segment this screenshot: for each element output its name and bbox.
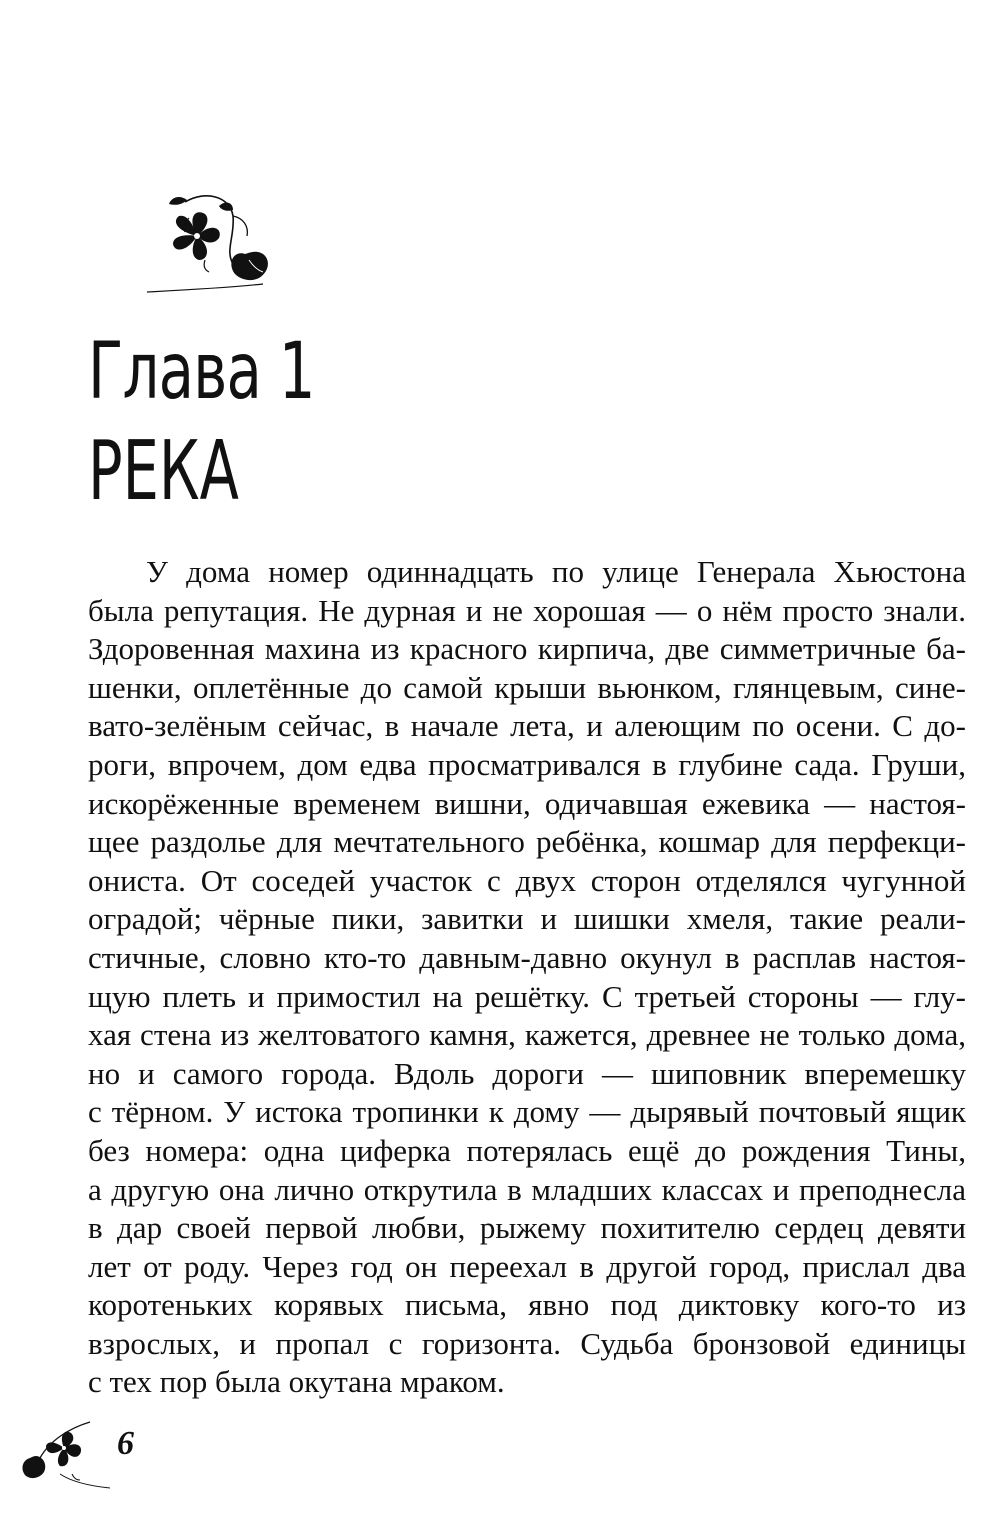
text-line: взрослых, и пропал с горизонта. Судьба бронзовой единицы	[88, 1325, 966, 1361]
text-line: шенки, оплетённые до самой крыши вьюнком, глянцевым, сине-	[88, 669, 966, 705]
text-line: но и самого города. Вдоль дороги — шиповник вперемешку	[88, 1055, 966, 1091]
chapter-number-title: Глава 1	[88, 327, 315, 417]
text-line: лет от роду. Через год он переехал в другой город, прислал два	[88, 1248, 966, 1284]
text-line: хая стена из желтоватого камня, кажется, древнее не только дома,	[88, 1017, 966, 1053]
flower-vine-footer-icon	[20, 1418, 115, 1490]
text-line: щую плеть и примостил на решётку. С третьей стороны — глу-	[88, 978, 966, 1014]
text-line: в дар своей первой любви, рыжему похитителю сердец девяти	[88, 1210, 966, 1246]
text-line: искорёженные временем вишни, одичавшая ежевика — настоя-	[88, 785, 966, 821]
text-line: ониста. От соседей участок с двух сторон отделялся чугунной	[88, 862, 966, 898]
body-paragraph	[88, 553, 966, 1402]
text-line: стичные, словно кто-то давным-давно окунул в расплав настоя-	[88, 939, 966, 975]
text-line: Здоровенная махина из красного кирпича, две симметричные ба-	[88, 631, 966, 667]
text-line: У дома номер одиннадцать по улице Генерала Хьюстона	[146, 554, 966, 589]
page-number: 6	[117, 1425, 134, 1462]
text-line: роги, впрочем, дом едва просматривался в глубине сада. Груши,	[88, 746, 966, 782]
text-line: с тех пор была окутана мраком.	[88, 1364, 505, 1400]
text-line: щее раздолье для мечтательного ребёнка, кошмар для перфекци-	[88, 824, 966, 860]
flower-vine-ornament-icon	[145, 188, 280, 300]
text-line: вато-зелёным сейчас, в начале лета, и алеющим по осени. С до-	[88, 708, 966, 744]
text-line: была репутация. Не дурная и не хорошая — о нём просто знали.	[88, 592, 966, 628]
chapter-name-title: РЕКА	[88, 424, 239, 519]
text-line: с тёрном. У истока тропинки к дому — дырявый почтовый ящик	[88, 1094, 966, 1130]
text-line: оградой; чёрные пики, завитки и шишки хмеля, такие реали-	[88, 901, 966, 937]
text-line: без номера: одна циферка потерялась ещё до рождения Тины,	[88, 1132, 966, 1168]
text-line: коротеньких корявых письма, явно под диктовку кого-то из	[88, 1287, 966, 1323]
text-line: а другую она лично открутила в младших классах и преподнесла	[88, 1171, 966, 1207]
